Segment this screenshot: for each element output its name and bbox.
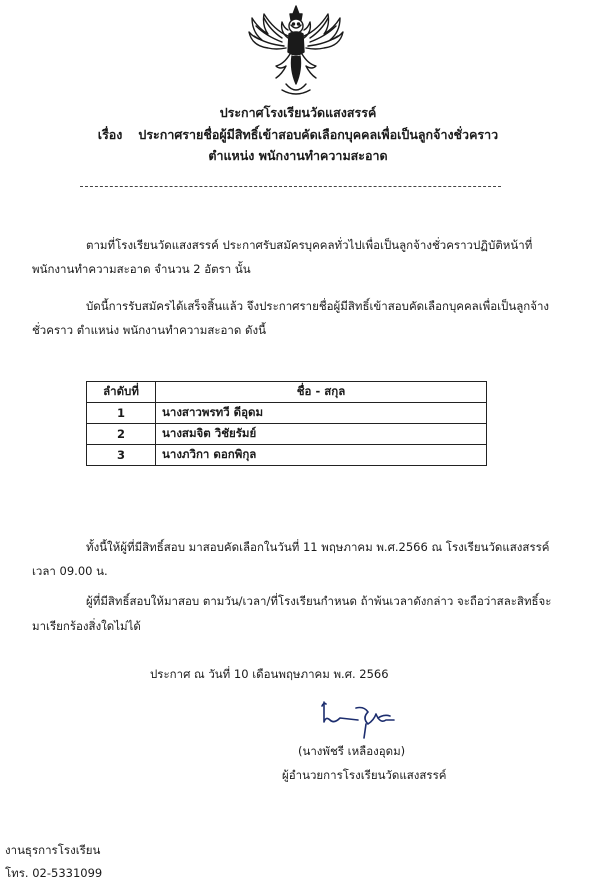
subject-label: เรื่อง	[97, 127, 123, 142]
row-full-name: นางภวิกา ดอกพิกุล	[156, 445, 487, 466]
exam-line4: มาเรียกร้องสิ่งใดไม่ได้	[32, 619, 141, 633]
garuda-emblem-icon	[246, 4, 346, 98]
announcement-date: ประกาศ ณ วันที่ 10 เดือนพฤษภาคม พ.ศ. 2566	[150, 667, 389, 681]
row-order-number: 3	[87, 445, 156, 466]
exam-line2: เวลา 09.00 น.	[32, 564, 108, 578]
para2-line1: บัดนี้การรับสมัครได้เสร็จสิ้นแล้ว จึงประกาศรายชื่อผู้มีสิทธิ์เข้าสอบคัดเลือกบุคคลเพื่อเป็นลูกจ้าง	[86, 299, 550, 313]
table-header-row	[87, 382, 487, 403]
row-order-number: 1	[87, 403, 156, 424]
table-row	[87, 445, 487, 466]
table-row	[87, 424, 487, 445]
announcement-title: ประกาศโรงเรียนวัดแสงสรรค์	[219, 105, 377, 120]
exam-line1: ทั้งนี้ให้ผู้ที่มีสิทธิ์สอบ มาสอบคัดเลือกในวันที่ 11 พฤษภาคม พ.ศ.2566 ณ โรงเรียนวัดแสงสรรค์	[86, 540, 550, 554]
position-line: ตำแหน่ง พนักงานทำความสะอาด	[208, 148, 388, 163]
para1-line2: พนักงานทำความสะอาด จำนวน 2 อัตรา นั้น	[32, 262, 251, 276]
row-full-name: นางสาวพรทวี ดีอุดม	[156, 403, 487, 424]
signer-title: ผู้อำนวยการโรงเรียนวัดแสงสรรค์	[282, 768, 447, 782]
row-order-number: 2	[87, 424, 156, 445]
footer-department: งานธุรการโรงเรียน	[5, 843, 101, 857]
candidates-table	[86, 381, 487, 466]
table-row	[87, 403, 487, 424]
row-full-name: นางสมจิต วิชัยรัมย์	[156, 424, 487, 445]
para2-line2: ชั่วคราว ตำแหน่ง พนักงานทำความสะอาด ดังนี้	[32, 323, 266, 337]
header-divider	[80, 186, 501, 187]
para1-line1: ตามที่โรงเรียนวัดแสงสรรค์ ประกาศรับสมัครบุคคลทั่วไปเพื่อเป็นลูกจ้างชั่วคราวปฏิบัติหน้าที่	[86, 238, 533, 252]
signer-name: (นางพัชรี เหลืองอุดม)	[298, 744, 406, 758]
subject-text: ประกาศรายชื่อผู้มีสิทธิ์เข้าสอบคัดเลือกบุคคลเพื่อเป็นลูกจ้างชั่วคราว	[138, 127, 499, 142]
announcement-subject	[0, 125, 596, 145]
header-full-name: ชื่อ - สกุล	[156, 382, 487, 403]
footer-phone: โทร. 02-5331099	[5, 866, 103, 880]
header-order-number: ลำดับที่	[87, 382, 156, 403]
handwritten-signature	[318, 698, 398, 742]
exam-line3: ผู้ที่มีสิทธิ์สอบให้มาสอบ ตามวัน/เวลา/ที่โรงเรียนกำหนด ถ้าพ้นเวลาดังกล่าว จะถือว่าสละสิทธิ์จะ	[86, 594, 552, 608]
